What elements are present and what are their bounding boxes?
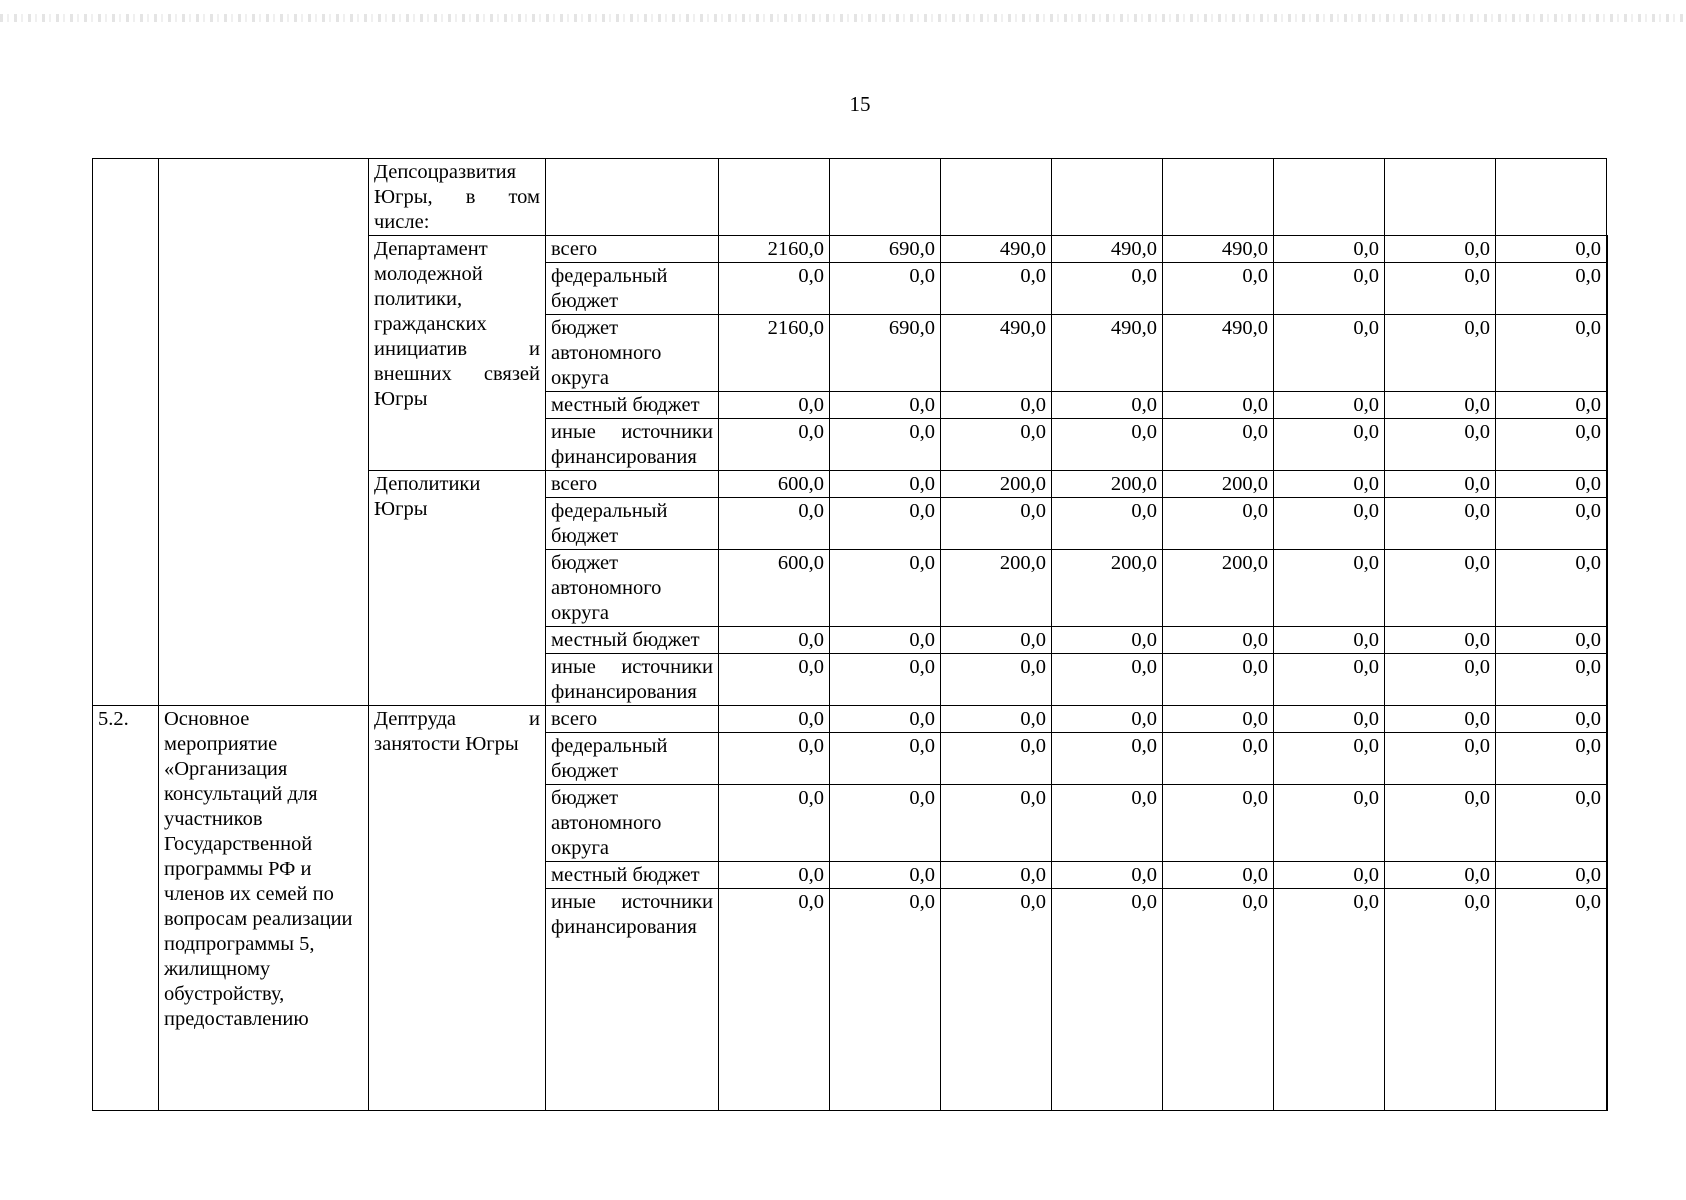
value-cell: 0,0 (830, 627, 941, 654)
value-cell: 0,0 (719, 263, 830, 315)
value-cell: 0,0 (830, 263, 941, 315)
org-line-text: Дептруда (374, 708, 456, 730)
funding-source: бюджет автономного округа (546, 785, 719, 862)
org-line-word: в (465, 186, 476, 208)
org-line (374, 337, 540, 362)
funding-source: местный бюджет (546, 627, 719, 654)
value-cell: 0,0 (1496, 263, 1607, 315)
value-cell: 0,0 (1163, 654, 1274, 706)
value-cell: 0,0 (1496, 706, 1607, 733)
value-cell: 0,0 (1052, 654, 1163, 706)
value-cell: 0,0 (1496, 471, 1607, 498)
value-cell: 0,0 (1385, 419, 1496, 471)
empty-cell (941, 159, 1052, 236)
value-cell: 0,0 (719, 862, 830, 889)
page-number: 15 (849, 92, 871, 116)
scan-edge-artifact (0, 14, 1686, 22)
value-cell: 0,0 (1163, 862, 1274, 889)
value-cell: 690,0 (830, 236, 941, 263)
value-cell: 0,0 (1052, 419, 1163, 471)
empty-cell (719, 159, 830, 236)
funding-source: всего (546, 706, 719, 733)
value-cell: 0,0 (1274, 550, 1385, 627)
value-cell: 0,0 (1385, 862, 1496, 889)
funding-source: иные источники финансирования (546, 889, 719, 1111)
value-cell: 0,0 (1496, 236, 1607, 263)
value-cell: 0,0 (1496, 733, 1607, 785)
value-cell: 0,0 (1274, 733, 1385, 785)
value-cell: 490,0 (1052, 315, 1163, 392)
value-cell: 0,0 (941, 627, 1052, 654)
value-cell: 0,0 (1385, 263, 1496, 315)
org-line (374, 362, 540, 387)
value-cell: 0,0 (1163, 627, 1274, 654)
empty-cell (1607, 862, 1608, 889)
value-cell: 0,0 (1163, 733, 1274, 785)
value-cell: 0,0 (1052, 785, 1163, 862)
value-cell: 200,0 (941, 550, 1052, 627)
org-line: Департамент (374, 238, 488, 260)
value-cell: 0,0 (941, 263, 1052, 315)
value-cell: 0,0 (1385, 392, 1496, 419)
value-cell: 0,0 (1274, 419, 1385, 471)
value-cell: 0,0 (1274, 236, 1385, 263)
value-cell: 0,0 (1274, 785, 1385, 862)
empty-cell (830, 159, 941, 236)
value-cell: 0,0 (1052, 889, 1163, 1111)
value-cell: 0,0 (1163, 392, 1274, 419)
org-line: Югры (374, 498, 428, 520)
org-line-word: и (529, 708, 540, 730)
value-cell: 200,0 (1163, 471, 1274, 498)
empty-cell (1607, 627, 1608, 654)
org-line: Югры (374, 388, 428, 410)
value-cell: 0,0 (830, 498, 941, 550)
value-cell: 0,0 (830, 785, 941, 862)
value-cell: 0,0 (719, 889, 830, 1111)
value-cell: 0,0 (719, 419, 830, 471)
value-cell: 2160,0 (719, 236, 830, 263)
empty-cell (1496, 159, 1607, 236)
empty-cell (1607, 733, 1608, 785)
value-cell: 0,0 (1052, 627, 1163, 654)
table-row (93, 159, 1608, 236)
org-cell (369, 159, 546, 236)
value-cell: 0,0 (1496, 785, 1607, 862)
value-cell: 0,0 (1274, 627, 1385, 654)
value-cell: 0,0 (1052, 733, 1163, 785)
funding-source: местный бюджет (546, 392, 719, 419)
empty-cell (1163, 159, 1274, 236)
value-cell: 0,0 (719, 733, 830, 785)
value-cell: 490,0 (1163, 236, 1274, 263)
empty-cell (1607, 315, 1608, 392)
activity-name: Основное мероприятие «Организация консультаций для участников Государственной программы РФ и членов их семей по вопросам реализации подпрограммы 5, жилищному обустройству, предоставлению (159, 706, 369, 1111)
value-cell: 0,0 (1274, 706, 1385, 733)
value-cell: 0,0 (830, 862, 941, 889)
value-cell: 0,0 (941, 392, 1052, 419)
empty-cell (1607, 889, 1608, 1111)
org-cell (369, 236, 546, 471)
org-line: Деполитики (374, 473, 481, 495)
value-cell: 0,0 (1163, 263, 1274, 315)
funding-source: всего (546, 236, 719, 263)
funding-source: бюджет автономного округа (546, 315, 719, 392)
org-line: гражданских (374, 313, 487, 335)
funding-source: иные источники финансирования (546, 654, 719, 706)
funding-source: бюджет автономного округа (546, 550, 719, 627)
value-cell: 0,0 (830, 654, 941, 706)
value-cell: 0,0 (830, 733, 941, 785)
value-cell: 0,0 (1052, 862, 1163, 889)
empty-cell (1607, 550, 1608, 627)
org-cell (369, 471, 546, 706)
empty-cell (1607, 392, 1608, 419)
empty-cell (1385, 159, 1496, 236)
org-line-word: и (529, 338, 540, 360)
value-cell: 490,0 (1163, 315, 1274, 392)
value-cell: 200,0 (1052, 550, 1163, 627)
empty-cell (1607, 654, 1608, 706)
value-cell: 0,0 (719, 706, 830, 733)
value-cell: 0,0 (1274, 498, 1385, 550)
activity-cell (159, 159, 369, 706)
value-cell: 0,0 (719, 654, 830, 706)
value-cell: 0,0 (830, 392, 941, 419)
value-cell: 0,0 (1052, 498, 1163, 550)
value-cell: 600,0 (719, 550, 830, 627)
value-cell: 2160,0 (719, 315, 830, 392)
empty-cell (1607, 236, 1608, 263)
value-cell: 0,0 (1496, 315, 1607, 392)
value-cell: 490,0 (941, 315, 1052, 392)
value-cell: 0,0 (941, 733, 1052, 785)
value-cell: 0,0 (1274, 392, 1385, 419)
org-line (374, 185, 540, 210)
empty-cell (1274, 159, 1385, 236)
value-cell: 0,0 (1385, 498, 1496, 550)
value-cell: 0,0 (1496, 550, 1607, 627)
value-cell: 200,0 (1163, 550, 1274, 627)
value-cell: 0,0 (1496, 419, 1607, 471)
org-line: политики, (374, 288, 463, 310)
value-cell: 0,0 (719, 785, 830, 862)
value-cell: 200,0 (941, 471, 1052, 498)
value-cell: 0,0 (1052, 706, 1163, 733)
table-row (93, 706, 1608, 733)
org-line-word: связей (483, 363, 540, 385)
empty-cell (1052, 159, 1163, 236)
funding-source: федеральный бюджет (546, 733, 719, 785)
funding-source: иные источники финансирования (546, 419, 719, 471)
empty-cell (1607, 706, 1608, 733)
value-cell: 0,0 (719, 498, 830, 550)
value-cell: 0,0 (1385, 733, 1496, 785)
value-cell: 0,0 (1274, 263, 1385, 315)
funding-source: местный бюджет (546, 862, 719, 889)
empty-cell (1607, 263, 1608, 315)
value-cell: 0,0 (941, 419, 1052, 471)
value-cell: 490,0 (941, 236, 1052, 263)
value-cell: 0,0 (1385, 706, 1496, 733)
value-cell: 0,0 (1385, 315, 1496, 392)
value-cell: 0,0 (719, 627, 830, 654)
value-cell: 490,0 (1052, 236, 1163, 263)
value-cell: 0,0 (1385, 236, 1496, 263)
value-cell: 0,0 (830, 550, 941, 627)
empty-cell (1607, 419, 1608, 471)
item-index: 5.2. (93, 706, 159, 1111)
value-cell: 0,0 (1496, 862, 1607, 889)
org-line-text: Югры, (374, 186, 433, 208)
funding-source: федеральный бюджет (546, 498, 719, 550)
value-cell: 0,0 (1496, 627, 1607, 654)
value-cell: 0,0 (941, 654, 1052, 706)
value-cell: 0,0 (1496, 654, 1607, 706)
empty-cell (1607, 471, 1608, 498)
value-cell: 0,0 (941, 498, 1052, 550)
value-cell: 0,0 (1385, 471, 1496, 498)
value-cell: 0,0 (830, 471, 941, 498)
value-cell: 0,0 (1274, 654, 1385, 706)
value-cell: 0,0 (941, 862, 1052, 889)
value-cell: 0,0 (941, 785, 1052, 862)
org-line: числе: (374, 211, 430, 233)
value-cell: 0,0 (1052, 392, 1163, 419)
value-cell: 0,0 (719, 392, 830, 419)
value-cell: 0,0 (1163, 498, 1274, 550)
funding-table-body (93, 159, 1608, 1111)
org-line-text: инициатив (374, 338, 468, 360)
value-cell: 0,0 (1163, 785, 1274, 862)
value-cell: 690,0 (830, 315, 941, 392)
value-cell: 0,0 (1385, 654, 1496, 706)
org-line: молодежной (374, 263, 483, 285)
value-cell: 0,0 (941, 706, 1052, 733)
value-cell: 0,0 (1274, 471, 1385, 498)
value-cell: 0,0 (1163, 889, 1274, 1111)
value-cell: 0,0 (1163, 419, 1274, 471)
value-cell: 0,0 (1163, 706, 1274, 733)
value-cell: 0,0 (1496, 498, 1607, 550)
index-cell (93, 159, 159, 706)
value-cell: 0,0 (830, 889, 941, 1111)
value-cell: 0,0 (830, 706, 941, 733)
value-cell: 0,0 (1385, 627, 1496, 654)
value-cell: 200,0 (1052, 471, 1163, 498)
value-cell: 0,0 (941, 889, 1052, 1111)
value-cell: 0,0 (1274, 315, 1385, 392)
org-line (374, 707, 540, 732)
value-cell: 0,0 (1385, 550, 1496, 627)
value-cell: 0,0 (1274, 889, 1385, 1111)
org-cell (369, 706, 546, 1111)
org-line: Депсоцразвития (374, 161, 517, 183)
empty-cell (1607, 498, 1608, 550)
org-line: занятости Югры (374, 733, 519, 755)
value-cell: 600,0 (719, 471, 830, 498)
funding-table (92, 158, 1608, 1111)
value-cell: 0,0 (830, 419, 941, 471)
value-cell: 0,0 (1385, 785, 1496, 862)
value-cell: 0,0 (1274, 862, 1385, 889)
empty-cell (1607, 785, 1608, 862)
value-cell: 0,0 (1385, 889, 1496, 1111)
value-cell: 0,0 (1496, 889, 1607, 1111)
funding-source: всего (546, 471, 719, 498)
org-line-text: внешних (374, 363, 452, 385)
value-cell: 0,0 (1052, 263, 1163, 315)
org-line-word: том (508, 186, 540, 208)
value-cell: 0,0 (1496, 392, 1607, 419)
empty-cell (546, 159, 719, 236)
funding-source: федеральный бюджет (546, 263, 719, 315)
